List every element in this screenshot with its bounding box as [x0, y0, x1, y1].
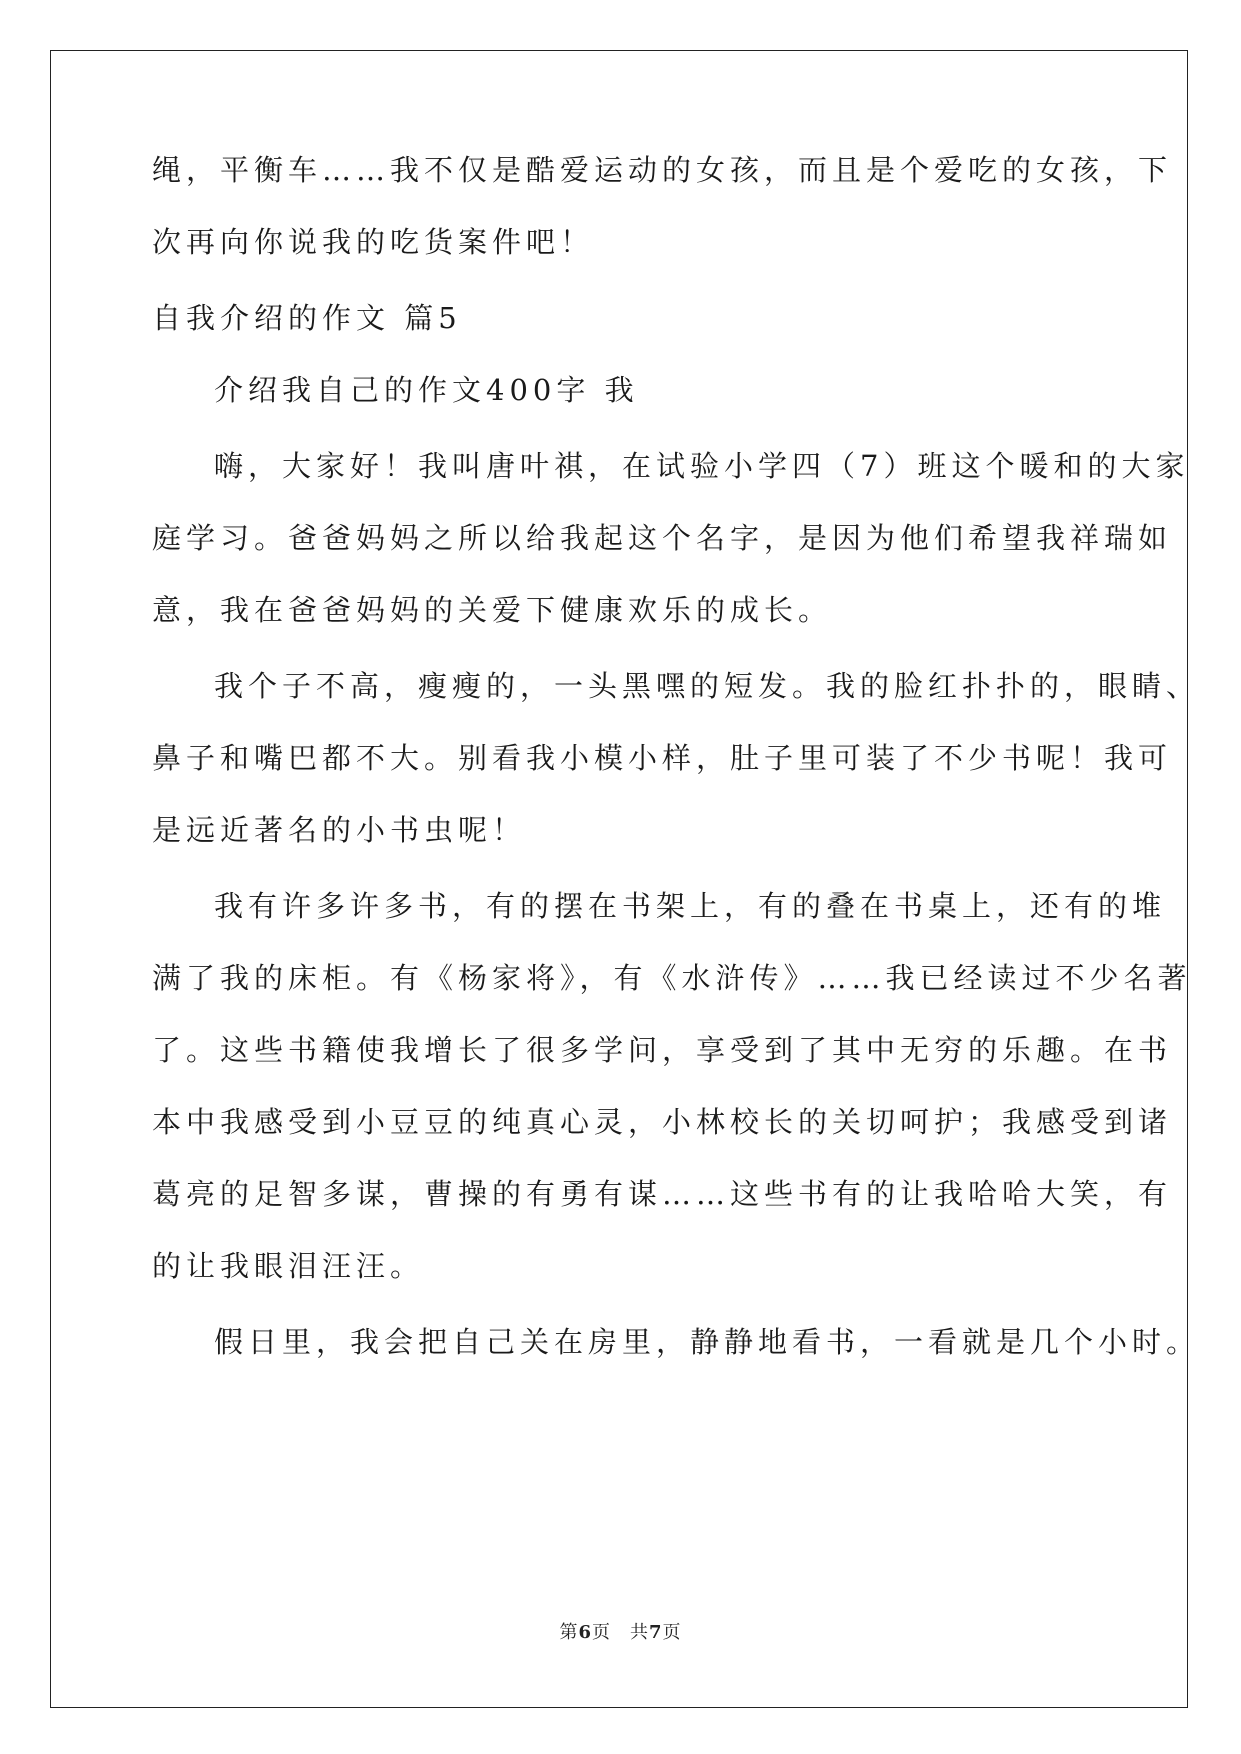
footer-mid: 页 共: [592, 1622, 649, 1643]
total-pages-number: 7: [649, 1622, 663, 1643]
text-line: 假日里，我会把自己关在房里，静静地看书，一看就是几个小时。: [214, 1325, 1201, 1359]
text-line: 意，我在爸爸妈妈的关爱下健康欢乐的成长。: [152, 593, 833, 627]
current-page-number: 6: [578, 1622, 592, 1643]
text-line: 是远近著名的小书虫呢！: [152, 813, 527, 847]
text-line: 鼻子和嘴巴都不大。别看我小模小样，肚子里可装了不少书呢！我可: [152, 741, 1173, 775]
text-line: 的让我眼泪汪汪。: [152, 1249, 425, 1283]
text-line: 次再向你说我的吃货案件吧！: [152, 225, 595, 259]
section-subtitle: 介绍我自己的作文400字 我: [214, 373, 639, 407]
text-line: 绳，平衡车……我不仅是酷爱运动的女孩，而且是个爱吃的女孩，下: [152, 153, 1173, 187]
text-line: 我有许多许多书，有的摆在书架上，有的叠在书桌上，还有的堆: [214, 889, 1167, 923]
footer-suffix: 页: [662, 1622, 682, 1643]
text-line: 了。这些书籍使我增长了很多学问，享受到了其中无穷的乐趣。在书: [152, 1033, 1173, 1067]
section-heading: 自我介绍的作文 篇5: [152, 301, 462, 335]
page-footer: [0, 1618, 1241, 1644]
text-line: 葛亮的足智多谋，曹操的有勇有谋……这些书有的让我哈哈大笑，有: [152, 1177, 1173, 1211]
footer-prefix: 第: [559, 1622, 579, 1643]
text-line: 我个子不高，瘦瘦的，一头黑嘿的短发。我的脸红扑扑的，眼睛、: [214, 669, 1201, 703]
text-line: 满了我的床柜。有《杨家将》，有《水浒传》……我已经读过不少名著: [152, 961, 1192, 995]
text-line: 庭学习。爸爸妈妈之所以给我起这个名字，是因为他们希望我祥瑞如: [152, 521, 1173, 555]
text-line: 嗨，大家好！我叫唐叶祺，在试验小学四（7）班这个暖和的大家: [214, 449, 1190, 483]
text-line: 本中我感受到小豆豆的纯真心灵，小林校长的关切呵护；我感受到诸: [152, 1105, 1173, 1139]
